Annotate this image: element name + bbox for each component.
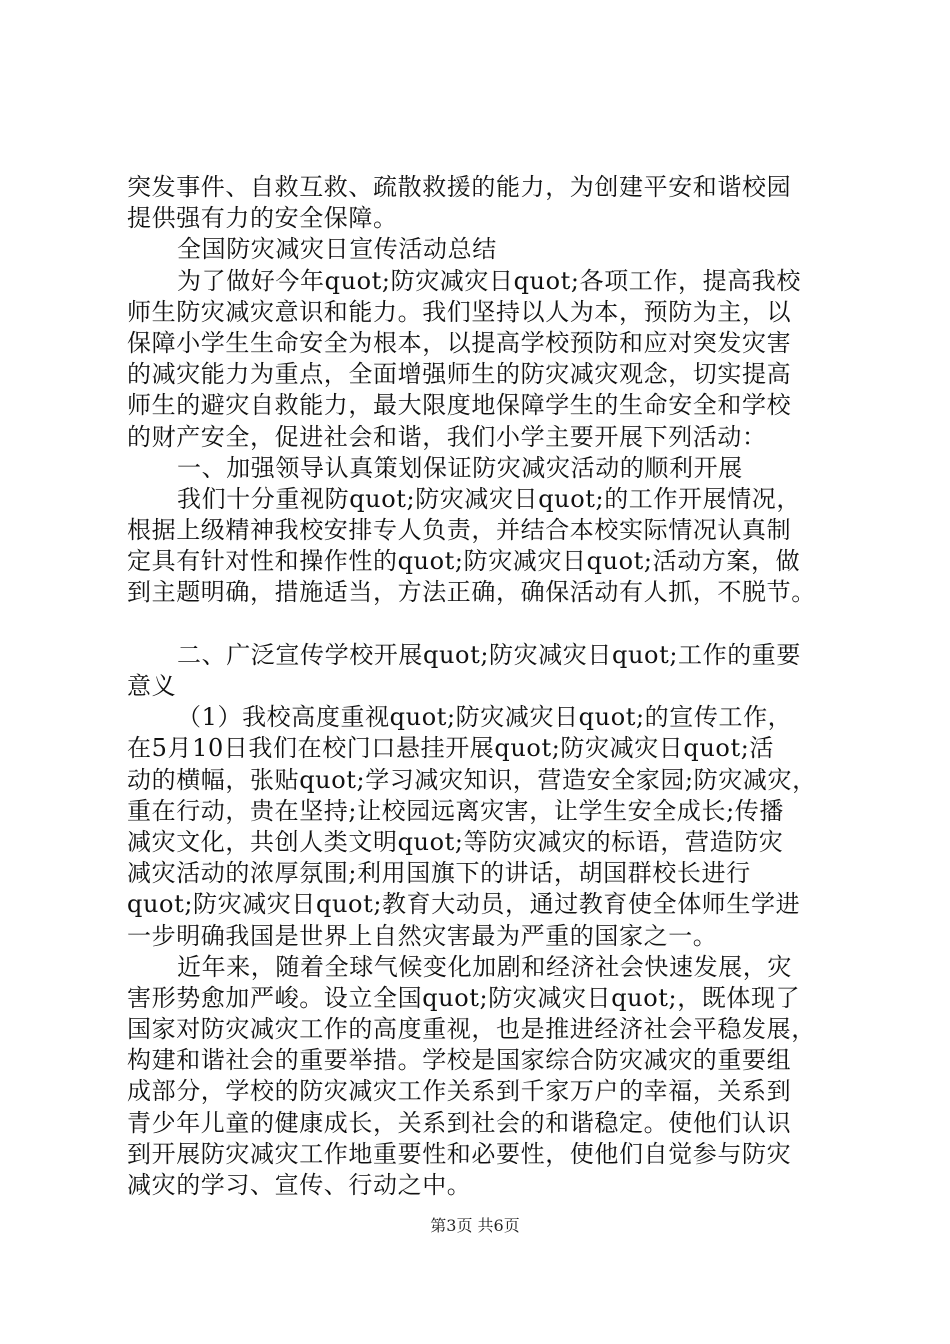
text-line: 减灾文化，共创人类文明quot;等防灾减灾的标语，营造防灾 (127, 827, 784, 856)
text-line: 成部分，学校的防灾减灾工作关系到千家万户的幸福，关系到 (127, 1077, 792, 1106)
text-line: 保障小学生生命安全为根本，以提高学校预防和应对突发灾害 (127, 328, 792, 357)
section-heading: 一、加强领导认真策划保证防灾减灾活动的顺利开展 (177, 453, 743, 482)
text-line: 近年来，随着全球气候变化加剧和经济社会快速发展，灾 (177, 952, 792, 981)
page-footer: 第3页 共6页 (430, 1216, 520, 1235)
text-line: 的财产安全，促进社会和谐，我们小学主要开展下列活动： (127, 422, 767, 451)
text-line: 减灾活动的浓厚氛围;利用国旗下的讲话，胡国群校长进行 (127, 859, 751, 888)
text-line: quot;防灾减灾日quot;教育大动员，通过教育使全体师生学进 (127, 890, 801, 919)
text-line: 重在行动，贵在坚持;让校园远离灾害，让学生安全成长;传播 (127, 796, 784, 825)
section-title: 全国防灾减灾日宣传活动总结 (177, 235, 497, 264)
text-line: 动的横幅，张贴quot;学习减灾知识，营造安全家园;防灾减灾， (127, 765, 817, 794)
text-line: 到开展防灾减灾工作地重要性和必要性，使他们自觉参与防灾 (127, 1139, 792, 1168)
text-line: 师生的避灾自救能力，最大限度地保障学生的生命安全和学校 (127, 391, 792, 420)
paragraph-gap (127, 609, 837, 640)
text-line: 减灾的学习、宣传、行动之中。 (127, 1171, 472, 1199)
text-line: 师生防灾减灾意识和能力。我们坚持以人为本，预防为主，以 (127, 297, 792, 326)
text-line: 一步明确我国是世界上自然灾害最为严重的国家之一。 (127, 921, 718, 950)
text-line: 突发事件、自救互救、疏散救援的能力，为创建平安和谐校园 (127, 173, 792, 201)
text-line: 到主题明确，措施适当，方法正确，确保活动有人抓，不脱节。 (127, 578, 816, 607)
text-line: 国家对防灾减灾工作的高度重视，也是推进经济社会平稳发展， (127, 1015, 816, 1044)
text-line: 青少年儿童的健康成长，关系到社会的和谐稳定。使他们认识 (127, 1108, 792, 1137)
text-line: 定具有针对性和操作性的quot;防灾减灾日quot;活动方案，做 (127, 547, 801, 576)
text-line: 构建和谐社会的重要举措。学校是国家综合防灾减灾的重要组 (127, 1046, 792, 1075)
text-line: 害形势愈加严峻。设立全国quot;防灾减灾日quot;，既体现了 (127, 983, 801, 1012)
text-line: 提供强有力的安全保障。 (127, 204, 398, 233)
text-line: 在5月10日我们在校门口悬挂开展quot;防灾减灾日quot;活 (127, 734, 775, 763)
document-body (127, 172, 837, 1201)
text-line: 的减灾能力为重点，全面增强师生的防灾减灾观念，切实提高 (127, 360, 792, 389)
text-line: 为了做好今年quot;防灾减灾日quot;各项工作，提高我校 (177, 266, 801, 295)
text-line: （1）我校高度重视quot;防灾减灾日quot;的宣传工作， (177, 703, 793, 732)
text-line: 意义 (127, 672, 177, 700)
section-heading: 二、广泛宣传学校开展quot;防灾减灾日quot;工作的重要 (177, 640, 801, 669)
text-line: 根据上级精神我校安排专人负责，并结合本校实际情况认真制 (127, 516, 792, 545)
text-line: 我们十分重视防quot;防灾减灾日quot;的工作开展情况， (177, 484, 801, 513)
